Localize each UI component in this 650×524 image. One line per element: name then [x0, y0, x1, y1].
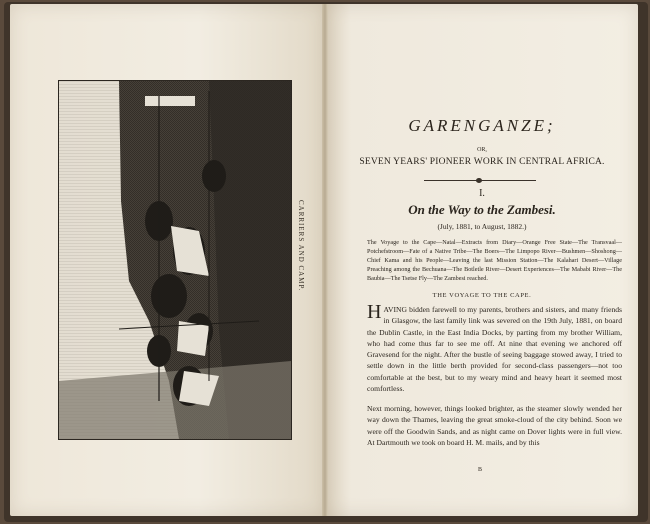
- chapter-dates: (July, 1881, to August, 1882.): [437, 222, 527, 231]
- drop-cap: H: [367, 301, 382, 323]
- paragraph-1: [367, 301, 622, 394]
- book-subtitle: SEVEN YEARS' PIONEER WORK IN CENTRAL AFRICA.: [359, 157, 605, 167]
- title-or: OR,: [477, 147, 487, 153]
- ornament-dot: [476, 178, 482, 183]
- engraving-illustration: [58, 80, 292, 440]
- chapter-synopsis: The Voyage to the Cape—Natal—Extracts from Diary—Orange Free State—The Transvaal—Potchefstroom—Fate of a Native Tribe—The Boers—The Limpopo River—Bushmen—Shoshong—Chief Kama and his People—Leaving the last Mission Station—The Kalahari Desert—Village Preaching among the Bechuana—The Botletle River—Desert Experiences—The Mababi River—The Baubia—The Tsetse Fly—The Zambesi reached.: [367, 239, 622, 282]
- chapter-number: I.: [479, 188, 485, 199]
- book-title: GARENGANZE;: [408, 116, 556, 135]
- chapter-title: On the Way to the Zambesi.: [408, 202, 556, 217]
- section-heading: THE VOYAGE TO THE CAPE.: [432, 292, 532, 299]
- book-gutter: [322, 4, 328, 516]
- paragraph-1-text: AVING bidden farewell to my parents, brothers and sisters, and many friends in Glasgow, the last family link was severed on the 19th July, 1881, on board the Dublin Castle, in the East India Docks, by parting from my brother William, who had come thus far to see me off. At nine that evening we anchored off Gravesend for the night. After the bustle of seeing baggage stowed away, I tried to settle down in the little berth provided for second-class passengers—not too comfortable at the best, but to my weary mind and heavy heart it seemed most comfortless.: [367, 305, 622, 394]
- illustration-caption: CARRIERS AND CAMP.: [297, 200, 305, 292]
- engraving-picture: [59, 81, 291, 439]
- signature-mark: B: [478, 467, 483, 473]
- paragraph-2: Next morning, however, things looked brighter, as the steamer slowly wended her way down the Thames, leaving the great smoke-cloud of the city behind. Soon we were off the Goodwin Sands, and as night came on Dover lights were in full view. At Dartmouth we took on board H. M. mails, and by this: [367, 404, 622, 447]
